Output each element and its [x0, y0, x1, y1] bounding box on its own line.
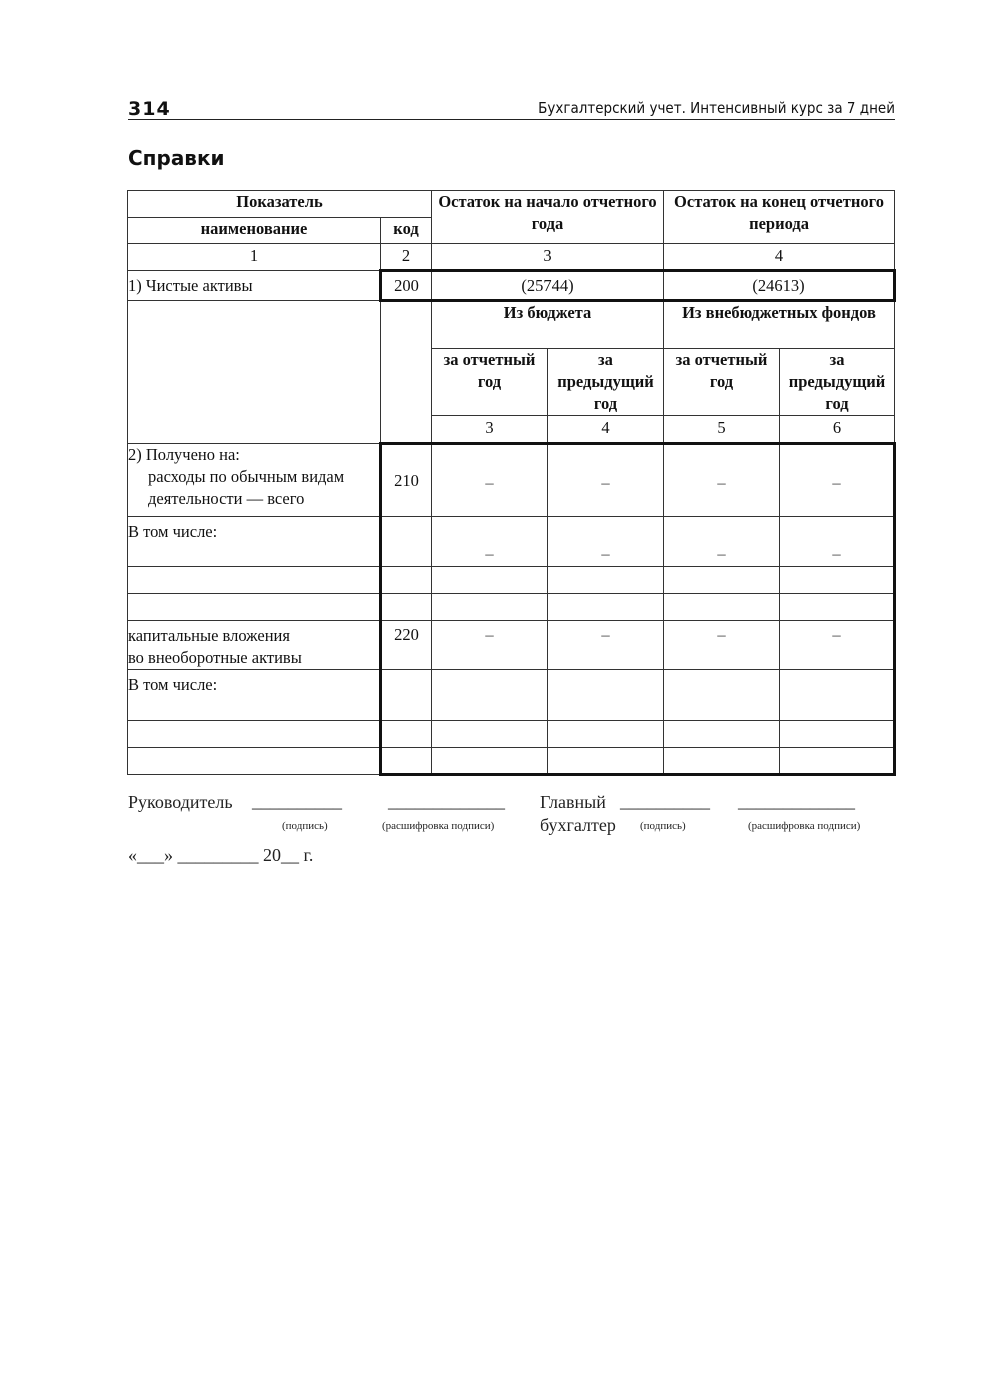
- row-including2-code: [381, 670, 432, 721]
- empty-row-cell: [381, 721, 432, 748]
- row-including2-value: [664, 670, 780, 721]
- blank-code-cell: [381, 301, 432, 444]
- row-capital-line1: капитальные вложения: [128, 626, 290, 645]
- empty-row-cell: [128, 567, 381, 594]
- empty-row-cell: [664, 567, 780, 594]
- row-received-line1: 2) Получено на:: [128, 445, 240, 464]
- row-including-value: –: [664, 517, 780, 567]
- column-number: 3: [432, 244, 664, 271]
- empty-row-cell: [381, 748, 432, 775]
- header-balance-start: Остаток на начало отчетного года: [432, 191, 664, 244]
- column-number: 4: [548, 416, 664, 444]
- running-title: Бухгалтерский учет. Интенсивный курс за 7 дней: [538, 99, 895, 117]
- head-signature-line: __________: [252, 791, 342, 811]
- chief-signature-line: __________: [620, 791, 710, 811]
- row-net-assets-name: 1) Чистые активы: [128, 271, 381, 301]
- row-capital-value: –: [432, 621, 548, 670]
- section-title: Справки: [128, 146, 225, 170]
- empty-row-cell: [664, 748, 780, 775]
- row-net-assets-end: (24613): [664, 271, 895, 301]
- row-including-value: –: [780, 517, 895, 567]
- empty-row-cell: [128, 721, 381, 748]
- row-capital-line2: во внеоборотные активы: [128, 648, 302, 667]
- column-number: 6: [780, 416, 895, 444]
- row-including-code: [381, 517, 432, 567]
- row-capital-value: –: [780, 621, 895, 670]
- row-received-code: 210: [381, 444, 432, 517]
- chief-signature-caption: (подпись): [640, 820, 686, 832]
- row-including2-value: [432, 670, 548, 721]
- row-capital-name: [128, 621, 381, 670]
- empty-row-cell: [381, 567, 432, 594]
- reference-table: [127, 190, 896, 776]
- row-net-assets-start: (25744): [432, 271, 664, 301]
- empty-row-cell: [780, 721, 895, 748]
- header-balance-end: Остаток на конец отчетного периода: [664, 191, 895, 244]
- subheader-offbudget: Из внебюджетных фондов: [664, 301, 895, 349]
- empty-row-cell: [548, 721, 664, 748]
- subheader-budget: Из бюджета: [432, 301, 664, 349]
- row-capital-value: –: [664, 621, 780, 670]
- empty-row-cell: [432, 594, 548, 621]
- subheader-previous-year: за предыдущий год: [548, 349, 664, 416]
- row-including2-value: [780, 670, 895, 721]
- header-code: код: [381, 218, 432, 244]
- column-number: 3: [432, 416, 548, 444]
- chief-label-line2: бухгалтер: [540, 815, 616, 835]
- chief-label-line1: Главный: [540, 792, 606, 812]
- row-received-value: –: [664, 444, 780, 517]
- chief-decode-caption: (расшифровка подписи): [748, 820, 861, 832]
- row-including-name: В том числе:: [128, 517, 381, 567]
- header-name: наименование: [128, 218, 381, 244]
- empty-row-cell: [548, 594, 664, 621]
- subheader-previous-year: за предыдущий год: [780, 349, 895, 416]
- column-number: 5: [664, 416, 780, 444]
- header-indicator: Показатель: [128, 191, 432, 218]
- row-including-value: –: [548, 517, 664, 567]
- empty-row-cell: [548, 567, 664, 594]
- empty-row-cell: [432, 721, 548, 748]
- date-line: «___» _________ 20__ г.: [128, 845, 314, 865]
- empty-row-cell: [128, 594, 381, 621]
- page-number: 314: [128, 98, 171, 120]
- row-received-value: –: [432, 444, 548, 517]
- row-including2-value: [548, 670, 664, 721]
- row-including-value: –: [432, 517, 548, 567]
- column-number: 2: [381, 244, 432, 271]
- empty-row-cell: [664, 594, 780, 621]
- head-signature-caption: (подпись): [282, 820, 328, 832]
- row-received-line3: деятельности — всего: [148, 489, 305, 508]
- head-decode-line: _____________: [388, 791, 505, 811]
- empty-row-cell: [780, 748, 895, 775]
- row-received-line2: расходы по обычным видам: [148, 467, 345, 486]
- empty-row-cell: [381, 594, 432, 621]
- head-decode-caption: (расшифровка подписи): [382, 820, 495, 832]
- row-received-name: [128, 444, 381, 517]
- empty-row-cell: [780, 594, 895, 621]
- row-received-value: –: [780, 444, 895, 517]
- chief-decode-line: _____________: [738, 791, 855, 811]
- row-net-assets-code: 200: [381, 271, 432, 301]
- row-capital-value: –: [548, 621, 664, 670]
- empty-row-cell: [128, 748, 381, 775]
- subheader-reporting-year: за отчетный год: [664, 349, 780, 416]
- empty-row-cell: [548, 748, 664, 775]
- column-number: 1: [128, 244, 381, 271]
- empty-row-cell: [432, 748, 548, 775]
- head-label: Руководитель: [128, 792, 233, 812]
- column-number: 4: [664, 244, 895, 271]
- row-received-value: –: [548, 444, 664, 517]
- row-including2-name: В том числе:: [128, 670, 381, 721]
- empty-row-cell: [664, 721, 780, 748]
- subheader-reporting-year: за отчетный год: [432, 349, 548, 416]
- header-rule: [128, 119, 895, 120]
- row-capital-code: 220: [381, 621, 432, 670]
- empty-row-cell: [780, 567, 895, 594]
- empty-row-cell: [432, 567, 548, 594]
- blank-name-cell: [128, 301, 381, 444]
